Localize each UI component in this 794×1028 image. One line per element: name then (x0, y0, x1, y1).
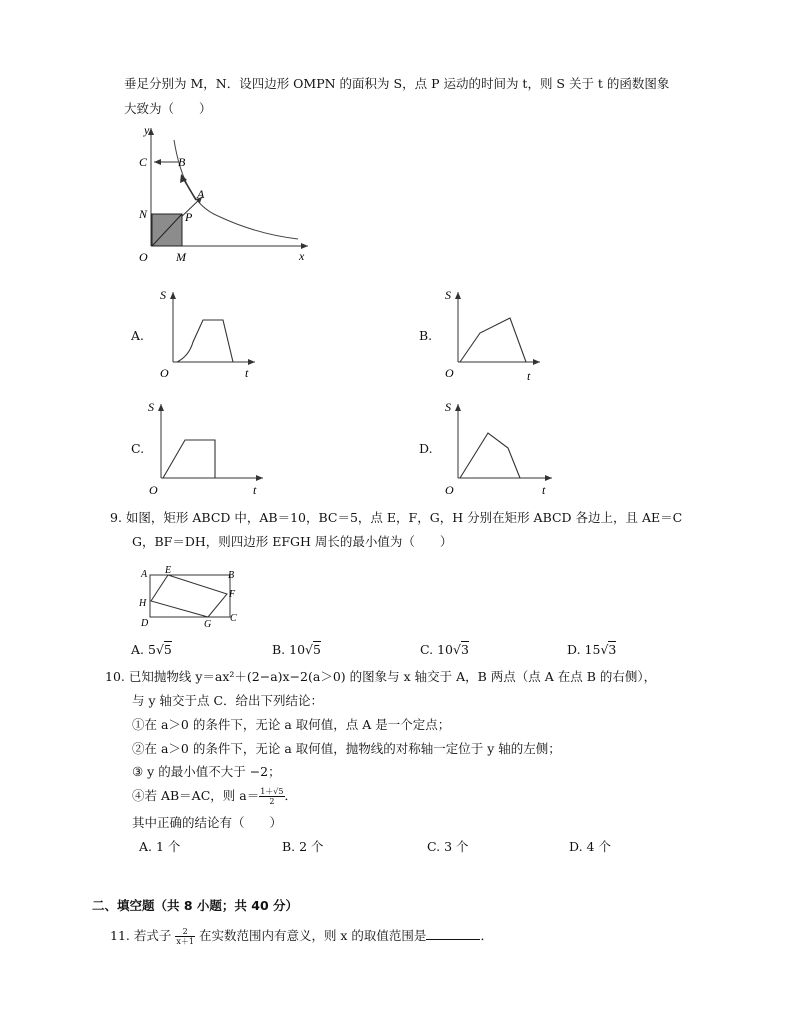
q11-den: x＋1 (176, 937, 194, 946)
q8-option-B-graph[interactable] (440, 286, 545, 382)
q9-optB-radicand: 5 (313, 642, 321, 657)
q10-c4-post: ． (284, 788, 298, 803)
q8-option-D-graph[interactable] (440, 398, 560, 496)
fig8-label-P: P (185, 210, 193, 224)
q10-line2: 与 y 轴交于点 C．给出下列结论： (132, 693, 324, 708)
fig9-C: C (230, 613, 237, 624)
optB-S: S (445, 288, 451, 302)
optA-S: S (160, 288, 166, 302)
q8-option-C-letter[interactable]: C. (131, 441, 145, 456)
optC-O: O (149, 483, 158, 496)
optA-t: t (245, 366, 249, 380)
q8-option-A-letter[interactable]: A. (131, 328, 145, 343)
optD-t: t (542, 483, 546, 496)
q8-option-B-letter[interactable]: B. (419, 328, 433, 343)
q8-figure (126, 122, 316, 270)
q11-end: ． (480, 928, 493, 943)
q10-conclusion-1: ①在 a＞0 的条件下，无论 a 取何值，点 A 是一个定点； (132, 717, 451, 732)
fig9-H: H (139, 598, 147, 609)
q9-line1: 9. 如图，矩形 ABCD 中，AB＝10，BC＝5，点 E，F，G，H 分别在矩形 ABCD 各边上，且 AE＝C (110, 510, 683, 525)
q10-option-C[interactable]: C. 3 个 (427, 839, 469, 854)
q10-option-D[interactable]: D. 4 个 (569, 839, 611, 854)
q9-line2: G，BF＝DH，则四边形 EFGH 周长的最小值为（ ） (132, 534, 453, 549)
optC-t: t (253, 483, 257, 496)
q8-line1: 垂足分别为 M，N．设四边形 OMPN 的面积为 S，点 P 运动的时间为 t，则 S 关于 t 的函数图象 (124, 76, 670, 91)
q10-conclusion-4 (132, 786, 297, 806)
fig8-label-B: B (178, 155, 186, 169)
optD-O: O (445, 483, 454, 496)
fig8-label-O: O (139, 250, 148, 264)
q9-optD-coef: D. 15 (567, 642, 601, 657)
q10-line1: 10. 已知抛物线 y＝ax²＋(2−a)x−2(a＞0) 的图象与 x 轴交于 A，B 两点（点 A 在点 B 的右侧）， (105, 669, 657, 684)
q11-post: 在实数范围内有意义，则 x 的取值范围是 (198, 928, 427, 943)
q9-option-B[interactable] (272, 642, 321, 657)
optC-S: S (148, 400, 154, 414)
q9-optA-coef: A. 5 (131, 642, 156, 657)
q9-optD-radicand: 3 (608, 642, 617, 657)
q8-line2: 大致为（ ） (124, 101, 212, 116)
q10-c4-den: 2 (269, 797, 275, 806)
optB-t: t (527, 369, 531, 382)
sqrt-symbol: √ (305, 642, 314, 657)
q10-conclusion-3: ③ y 的最小值不大于 −2； (132, 764, 281, 779)
fig9-E: E (165, 565, 172, 576)
q10-option-A[interactable]: A. 1 个 (139, 839, 181, 854)
optA-O: O (160, 366, 169, 380)
fig8-label-N: N (139, 207, 148, 221)
q10-c4-pre: ④若 AB＝AC，则 a＝ (132, 788, 260, 803)
optB-O: O (445, 366, 454, 380)
fig9-D: D (141, 618, 149, 629)
q10-option-B[interactable]: B. 2 个 (282, 839, 324, 854)
answer-blank[interactable] (426, 927, 480, 940)
q10-conclusion-2: ②在 a＞0 的条件下，无论 a 取何值，抛物线的对称轴一定位于 y 轴的左侧； (132, 741, 561, 756)
fig8-label-C: C (139, 155, 148, 169)
q10-c4-fraction (259, 787, 284, 806)
q8-option-C-graph[interactable] (143, 398, 268, 496)
q8-option-A-graph[interactable] (155, 286, 260, 382)
q9-optC-radicand: 3 (460, 642, 469, 657)
q11-line (110, 926, 493, 946)
q11-fraction (175, 927, 195, 946)
q9-figure (134, 564, 244, 630)
q11-num: 2 (175, 927, 195, 937)
section-title: 二、填空题（共 8 小题；共 40 分） (92, 898, 299, 913)
q9-optC-coef: C. 10 (420, 642, 453, 657)
q8-option-D-letter[interactable]: D. (419, 441, 433, 456)
fig9-F: F (229, 589, 236, 600)
fig9-G: G (204, 619, 212, 630)
fig8-label-y: y (144, 123, 150, 137)
fig8-label-x: x (299, 249, 305, 263)
q9-optB-coef: B. 10 (272, 642, 306, 657)
q9-optA-radicand: 5 (163, 642, 172, 657)
q10-c4-num: 1＋√5 (260, 787, 284, 796)
sqrt-symbol: √ (600, 642, 609, 657)
q10-ask: 其中正确的结论有（ ） (132, 815, 283, 830)
fig8-label-A: A (197, 187, 205, 201)
q9-option-D[interactable] (567, 642, 616, 657)
sqrt-symbol: √ (155, 642, 164, 657)
sqrt-symbol: √ (452, 642, 461, 657)
optD-S: S (445, 400, 451, 414)
q9-option-A[interactable] (131, 642, 172, 657)
q9-option-C[interactable] (420, 642, 469, 657)
q11-pre: 11. 若式子 (110, 928, 172, 943)
fig9-A: A (141, 569, 148, 580)
fig9-B: B (228, 570, 235, 581)
fig8-label-M: M (176, 250, 186, 264)
